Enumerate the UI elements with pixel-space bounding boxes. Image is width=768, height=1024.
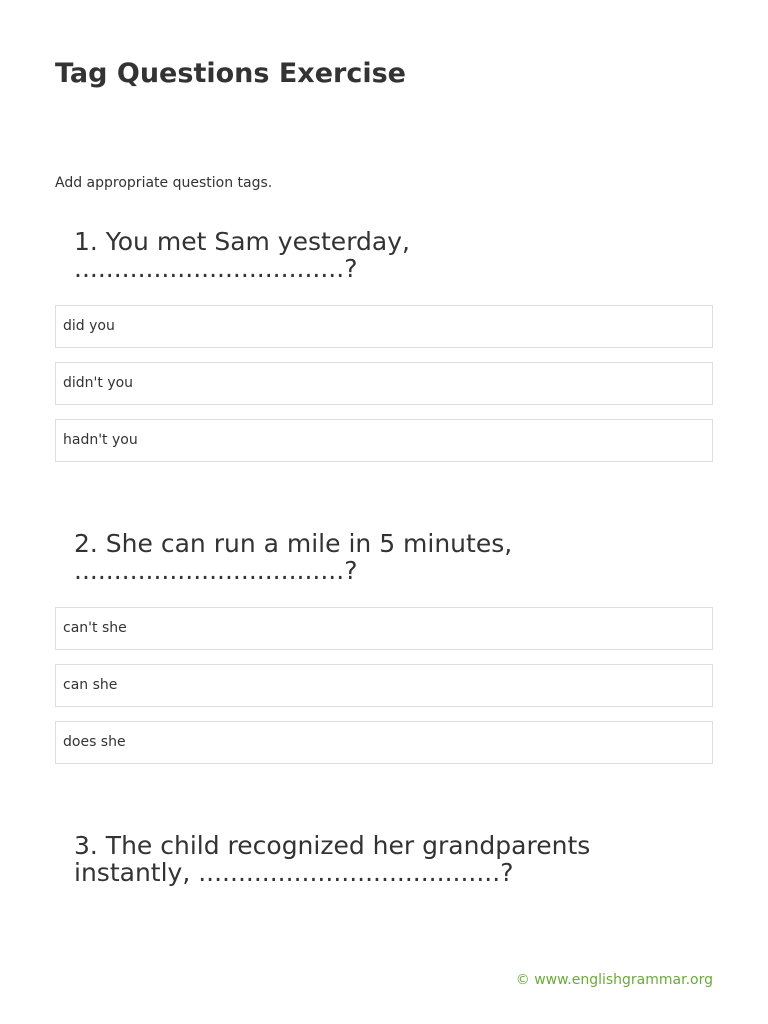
question-2-options (55, 607, 713, 778)
question-3-text: 3. The child recognized her grandparents instantly, ......................................? (74, 831, 591, 887)
page-title: Tag Questions Exercise (55, 58, 406, 89)
question-1-option-2[interactable]: didn't you (55, 362, 713, 405)
question-1-option-3[interactable]: hadn't you (55, 419, 713, 462)
question-2-option-3[interactable]: does she (55, 721, 713, 764)
question-2-option-1[interactable]: can't she (55, 607, 713, 650)
question-2-text: 2. She can run a mile in 5 minutes, ..................................? (74, 529, 513, 585)
exercise-instructions: Add appropriate question tags. (55, 175, 273, 191)
question-1-option-1[interactable]: did you (55, 305, 713, 348)
footer-copyright-link[interactable]: © www.englishgrammar.org (515, 972, 713, 988)
question-1-text: 1. You met Sam yesterday, ..................................? (74, 227, 410, 283)
question-1-options (55, 305, 713, 476)
question-2-option-2[interactable]: can she (55, 664, 713, 707)
